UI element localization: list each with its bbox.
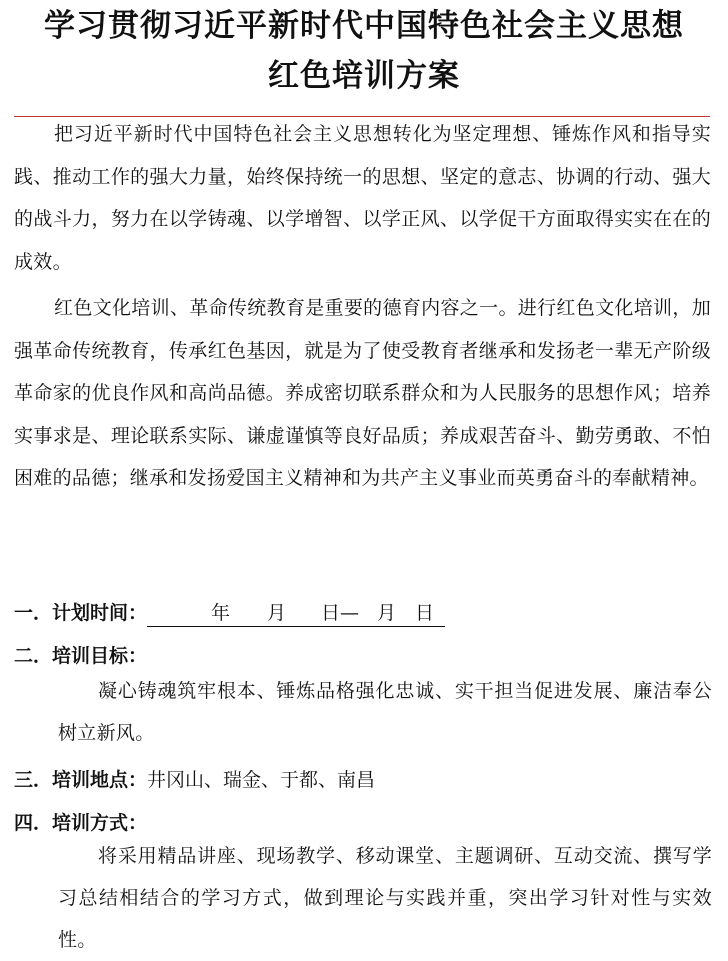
- date-year: 年: [211, 602, 231, 624]
- section-goals-body: 凝心铸魂筑牢根本、锤炼品格强化忠诚、实干担当促进发展、廉洁奉公树立新风。: [58, 680, 712, 744]
- section-goals-heading: 二．培训目标：: [14, 645, 148, 667]
- document-title-line-1: 学习贯彻习近平新时代中国特色社会主义思想: [44, 8, 684, 44]
- date-day: 日: [415, 602, 435, 624]
- schedule-date-blank: [147, 600, 445, 627]
- section-location-heading: 三．培训地点：: [14, 769, 148, 791]
- date-day-dash: 日—: [321, 602, 360, 624]
- date-month-1: 月: [267, 602, 287, 624]
- date-month-2: 月: [377, 602, 397, 624]
- section-method-heading: 四．培训方式：: [14, 812, 148, 834]
- section-goals: [14, 641, 147, 671]
- section-location: [14, 765, 375, 795]
- document-title-line-2: 红色培训方案: [268, 58, 460, 94]
- intro-paragraph-1: 把习近平新时代中国特色社会主义思想转化为坚定理想、锤炼作风和指导实践、推动工作的强大力量，始终保持统一的思想、坚定的意志、协调的行动、强大的战斗力，努力在以学铸魂、以学增智、以学正风、以学促干方面取得实实在在的成效。: [14, 123, 711, 273]
- intro-paragraph-2: 红色文化培训、革命传统教育是重要的德育内容之一。进行红色文化培训，加强革命传统教育，传承红色基因，就是为了使受教育者继承和发扬老一辈无产阶级革命家的优良作风和高尚品德。养成密切联系群众和为人民服务的思想作风；培养实事求是、理论联系实际、谦虚谨慎等良好品质；养成艰苦奋斗、勤劳勇敢、不怕困难的品德；继承和发扬爱国主义精神和为共产主义事业而英勇奋斗的奉献精神。: [14, 297, 711, 489]
- section-method: [14, 808, 147, 838]
- section-schedule: [14, 598, 445, 628]
- section-location-text: 井冈山、瑞金、于都、南昌: [147, 769, 376, 791]
- section-method-body: 将采用精品讲座、现场教学、移动课堂、主题调研、互动交流、撰写学习总结相结合的学习方式，做到理论与实践并重，突出学习针对性与实效性。: [58, 845, 712, 951]
- section-schedule-heading: 一．计划时间：: [14, 602, 148, 624]
